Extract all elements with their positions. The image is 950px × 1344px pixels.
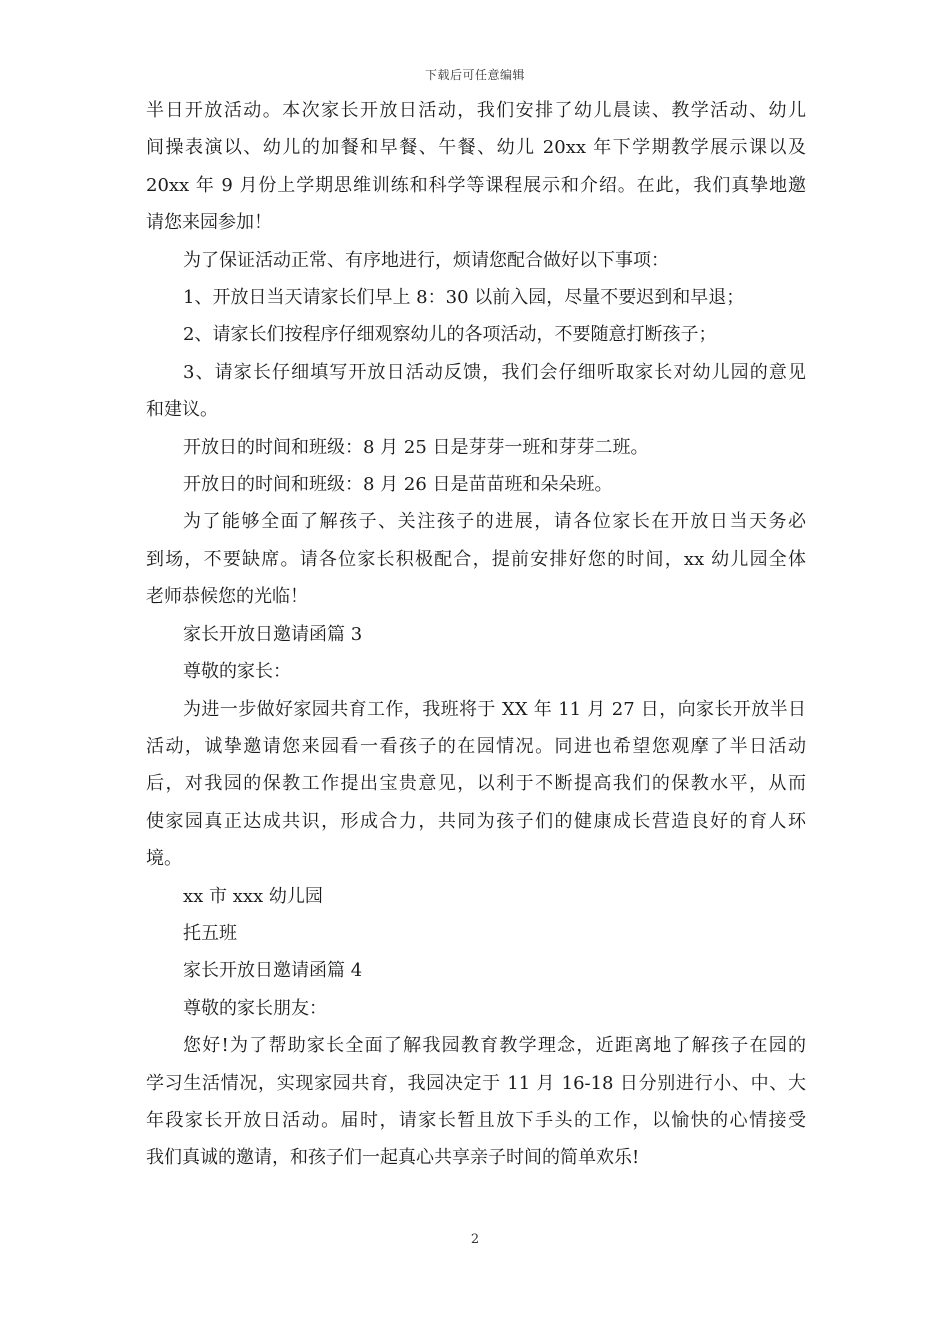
text-line: 学习生活情况，实现家园共育，我园决定于 11 月 16-18 日分别进行小、中、大 [146, 1072, 806, 1094]
text-line: 我们真诚的邀请，和孩子们一起真心共享亲子时间的简单欢乐! [146, 1147, 640, 1169]
paragraph [146, 429, 806, 466]
text-line: 3、请家长仔细填写开放日活动反馈，我们会仔细听取家长对幼儿园的意见 [183, 361, 806, 383]
text-line: 老师恭候您的光临！ [146, 586, 308, 608]
paragraph [146, 915, 806, 952]
page-header: 下载后可任意编辑 [424, 68, 525, 82]
paragraph [146, 691, 806, 878]
paragraph [146, 466, 806, 503]
text-line: 2、请家长们按程序仔细观察幼儿的各项活动，不要随意打断孩子； [183, 324, 717, 346]
paragraph [146, 503, 806, 615]
text-line: 1、开放日当天请家长们早上 8：30 以前入园，尽量不要迟到和早退； [183, 287, 745, 309]
text-line: 和建议。 [146, 399, 218, 421]
text-line: 活动，诚挚邀请您来园看一看孩子的在园情况。同进也希望您观摩了半日活动 [146, 735, 806, 757]
text-line: 20xx 年 9 月份上学期思维训练和科学等课程展示和介绍。在此，我们真挚地邀 [146, 174, 806, 196]
text-line: 为了保证活动正常、有序地进行，烦请您配合做好以下事项： [183, 249, 669, 271]
text-line: 为了能够全面了解孩子、关注孩子的进展，请各位家长在开放日当天务必 [183, 511, 806, 533]
text-line: 托五班 [183, 922, 237, 944]
paragraph [146, 878, 806, 915]
text-line: 境。 [146, 848, 182, 870]
text-line: 使家园真正达成共识，形成合力，共同为孩子们的健康成长营造良好的育人环 [146, 810, 806, 832]
text-line: 请您来园参加！ [146, 212, 272, 234]
text-line: xx 市 xxx 幼儿园 [183, 885, 323, 907]
paragraph [146, 653, 806, 690]
text-line: 尊敬的家长朋友： [183, 997, 327, 1019]
paragraph [146, 990, 806, 1027]
text-line: 年段家长开放日活动。届时，请家长暂且放下手头的工作，以愉快的心情接受 [146, 1109, 806, 1131]
text-line: 为进一步做好家园共育工作，我班将于 XX 年 11 月 27 日，向家长开放半日 [183, 698, 806, 720]
paragraph [146, 316, 806, 353]
text-line: 间操表演以、幼儿的加餐和早餐、午餐、幼儿 20xx 年下学期教学展示课以及 [146, 137, 806, 159]
text-line: 尊敬的家长： [183, 661, 291, 683]
page-number: 2 [470, 1232, 480, 1247]
text-line: 家长开放日邀请函篇 4 [183, 960, 363, 982]
paragraph [146, 279, 806, 316]
text-line: 半日开放活动。本次家长开放日活动，我们安排了幼儿晨读、教学活动、幼儿 [146, 100, 806, 121]
paragraph [146, 616, 806, 653]
paragraph [146, 1027, 806, 1177]
paragraph [146, 242, 806, 279]
text-line: 到场，不要缺席。请各位家长积极配合，提前安排好您的时间，xx 幼儿园全体 [146, 548, 806, 570]
paragraph [146, 92, 806, 242]
document-body [146, 92, 806, 1177]
paragraph [146, 952, 806, 989]
paragraph [146, 354, 806, 429]
text-line: 家长开放日邀请函篇 3 [183, 623, 363, 645]
text-line: 后，对我园的保教工作提出宝贵意见，以利于不断提高我们的保教水平，从而 [146, 773, 806, 795]
text-line: 开放日的时间和班级：8 月 25 日是芽芽一班和芽芽二班。 [183, 436, 649, 458]
text-line: 您好!为了帮助家长全面了解我园教育教学理念，近距离地了解孩子在园的 [183, 1035, 806, 1057]
text-line: 开放日的时间和班级：8 月 26 日是苗苗班和朵朵班。 [183, 474, 613, 496]
